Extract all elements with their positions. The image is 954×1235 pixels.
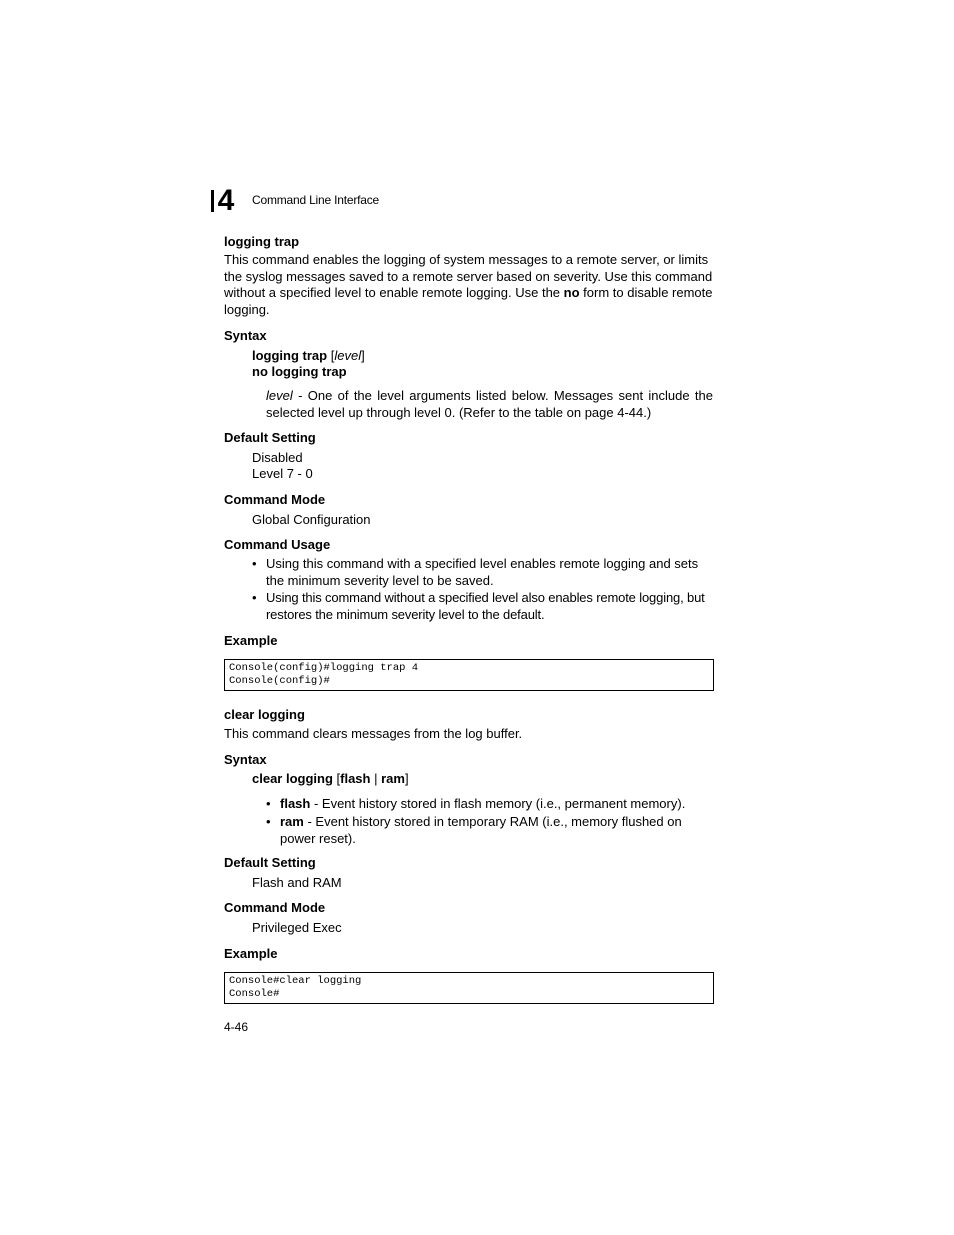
parameter-text: - Event history stored in flash memory (i.e., permanent memory). [310,796,686,811]
code-line: Console(config)#logging trap 4 [229,662,419,674]
default-value: Flash and RAM [252,875,342,890]
example-heading: Example [224,633,278,648]
usage-list [252,556,714,623]
usage-item-text: Using this command with a specified level enables remote logging and sets the minimum severity level to be saved. [266,556,699,588]
syntax-bracket-close: ] [404,771,409,786]
default-setting-heading: Default Setting [224,430,316,445]
bullet-icon: • [266,796,271,811]
chapter-title: Command Line Interface [252,193,380,207]
bullet-icon: • [252,556,257,571]
syntax-heading: Syntax [224,752,267,767]
syntax-command: logging trap [252,348,328,363]
command-description: This command clears messages from the log buffer. [224,726,523,741]
parameter-name: level [266,388,293,403]
default-value-1: Disabled [252,450,303,465]
command-mode-value: Privileged Exec [252,920,342,935]
example-heading: Example [224,946,278,961]
bullet-icon: • [266,814,271,829]
syntax-option-ram: ram [381,771,405,786]
list-item [266,795,696,812]
list-item [252,556,714,589]
command-title-logging-trap: logging trap [224,234,300,249]
syntax-separator: | [370,771,382,786]
code-line: Console# [229,987,280,1000]
usage-item-text: Using this command without a specified level also enables remote logging, but restores the minimum severity level to the default. [266,590,705,622]
parameter-item [280,813,696,847]
command-usage-heading: Command Usage [224,537,331,552]
description-text-part1: This command enables the logging of system messages to a remote server, or limits the syslog messages saved to a remote server based on severity. Use this command without a specified level to enable remote logging. Use the [224,252,713,301]
code-line: Console#clear logging [229,975,362,987]
description-text-part2: form to disable remote logging. [224,285,713,317]
command-mode-heading: Command Mode [224,492,326,507]
syntax-heading: Syntax [224,328,267,343]
parameter-description [266,387,713,421]
command-description [224,252,716,318]
syntax-option-flash: flash [340,771,371,786]
command-title-clear-logging: clear logging [224,707,305,722]
list-item [252,590,714,623]
syntax-line-1 [252,348,365,363]
code-example-box [224,659,714,691]
parameter-text: - One of the level arguments listed below. Messages sent include the selected level up through level 0. (Refer to the table on page 4-44.) [266,388,713,420]
command-mode-value: Global Configuration [252,512,371,527]
bullet-icon: • [252,590,257,605]
list-item [266,813,696,847]
parameter-list [266,795,696,847]
default-value-2: Level 7 - 0 [252,466,313,481]
description-bold-no: no [563,285,580,301]
chapter-number: 4 [217,184,235,217]
parameter-item [280,795,685,812]
syntax-no-command: no logging trap [252,364,347,379]
page-number: 4-46 [224,1020,249,1034]
syntax-bracket-open: [ [327,348,335,363]
parameter-name: ram [280,814,304,829]
parameter-text: - Event history stored in temporary RAM (i.e., memory flushed on power reset). [280,814,682,846]
syntax-command: clear logging [252,771,333,786]
command-mode-heading: Command Mode [224,900,326,915]
parameter-name: flash [280,796,311,811]
syntax-line [252,771,409,786]
default-setting-heading: Default Setting [224,855,316,870]
syntax-line-2 [252,364,347,379]
syntax-bracket-open: [ [332,771,341,786]
syntax-bracket-close: ] [361,348,365,363]
code-example-box [224,972,714,1004]
syntax-argument: level [334,348,362,363]
code-line: Console(config)# [229,674,330,687]
